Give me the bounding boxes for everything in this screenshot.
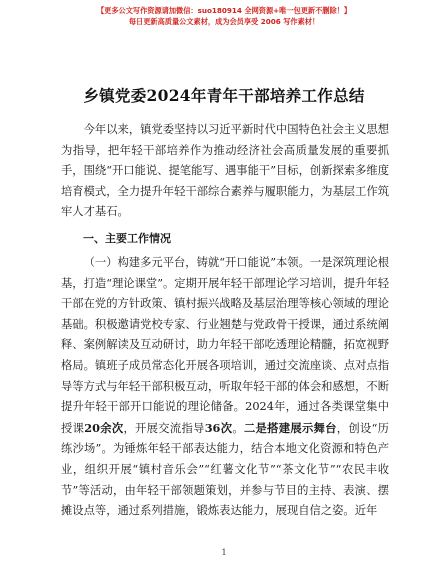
- promo-line-2: 每日更新高质量公文素材，成为会员享受 2006 写作素材！: [128, 17, 320, 26]
- stat-guidance: 36次: [204, 420, 233, 435]
- page-number: 1: [221, 548, 227, 557]
- promo-banner: [0, 6, 448, 27]
- section-heading: 一、主要工作情况: [83, 231, 171, 245]
- paragraph-text: 。: [232, 421, 244, 435]
- intro-paragraph: 今年以来，镇党委坚持以习近平新时代中国特色社会主义思想为指导，把年轻干部培养作为推动经济社会高质量发展的重要抓手，围绕“开口能说、提笔能写、遇事能干”目标，创新探索多维度培育模式，全力提升年轻干部综合素养与履职能力，为基层工作筑牢人才基石。: [61, 123, 389, 219]
- section-paragraph: [61, 253, 389, 522]
- document-title: 乡镇党委2024年青年干部培养工作总结: [83, 86, 365, 105]
- stat-lessons: 20余次: [84, 420, 124, 435]
- document-body: [61, 120, 389, 522]
- paragraph-text: （一）构建多元平台，铸就“开口能说”本领。一是深筑理论根基，打造“理论课堂”。定期开展年轻干部理论学习培训，提升年轻干部在党的方针政策、镇村振兴战略及基层治理等核心领域的理论基础。积极邀请党校专家、行业翘楚与党政骨干授课，通过系统阐释、案例解读及互动研讨，助力年轻干部吃透理论精髓，拓宽视野格局。镇班子成员常态化开展各项培训，通过交流座谈、点对点指导等方式与年轻干部积极互动，听取年轻干部的体会和感想，不断提升年轻干部开口能说的理论储备。2024年，通过各类课堂集中授课: [61, 255, 389, 435]
- paragraph-text: ，开展交流指导: [123, 421, 205, 435]
- subpoint-heading: 二是搭建展示舞台: [243, 420, 337, 435]
- promo-line-1: 【更多公文写作资源请加微信：suo180914 全网资源+唯一包更新不删除！】: [96, 6, 352, 15]
- paragraph-text: ，创设“历练沙场”。为锤炼年轻干部表达能力，结合本地文化资源和特色产业，组织开展“镇村音乐会”“红薯文化节”“茶文化节”“农民丰收节”等活动，由年轻干部领题策划，并参与节目的主持、表演、摆摊设点等，通过系列措施，锻炼表达能力，展现自信之姿。近年: [61, 421, 389, 518]
